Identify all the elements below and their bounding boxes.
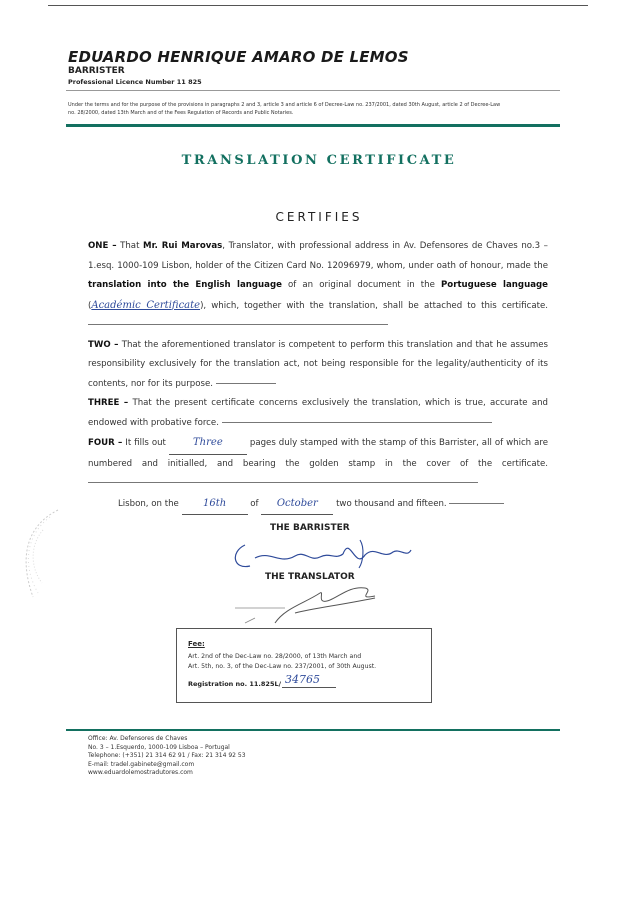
clause-one-bold-portuguese: Portuguese language xyxy=(441,280,548,290)
fill-dash xyxy=(88,324,388,325)
top-rule xyxy=(48,5,588,6)
clause-one-bold-english: translation into the English language xyxy=(88,280,282,290)
embossed-seal-fragment xyxy=(8,505,63,603)
footer-email: E-mail: tradel.gabinete@gmail.com xyxy=(88,760,195,768)
clause-two-label: TWO – xyxy=(88,339,119,350)
clause-one-text-b: , Translator, with professional address in Av. Defensores de Chaves no.3 – 1.esq. 1000-109 Lisbon, holder of the Citizen Card No. 12096979, whom, under oath of honour, made the xyxy=(88,241,548,271)
footer-office: Office: Av. Defensores de Chaves xyxy=(88,735,188,742)
fee-line-2: Art. 5th, no. 3, of the Dec-Law no. 237/2001, of 30th August. xyxy=(188,663,377,670)
certificate-title: TRANSLATION CERTIFICATE xyxy=(181,153,457,168)
fee-box xyxy=(176,628,432,703)
legal-line-1: Under the terms and for the purpose of the provisions in paragraphs 2 and 3, article 3 and article 6 of Decree-Law no. 237/2001, dated 30th August, article 2 of Decree-Law xyxy=(68,102,501,108)
handwritten-month: October xyxy=(276,497,318,509)
clause-one-text-a: That xyxy=(120,241,144,251)
legal-line-2: no. 28/2000, dated 13th March and of the Fees Regulation of Records and Public Notaries. xyxy=(68,110,294,116)
footer-address: No. 3 – 1.Esquerdo, 1000-109 Lisboa – Portugal xyxy=(88,743,230,751)
legal-notice xyxy=(68,101,562,117)
handwritten-document-type: Académic Certificate xyxy=(91,299,201,311)
date-text-a: Lisbon, on the xyxy=(118,498,179,509)
clause-three-text: That the present certificate concerns exclusively the translation, which is true, accurate and endowed with probative force. xyxy=(88,398,549,428)
handwritten-day: 16th xyxy=(202,497,227,509)
clause-one: ONE – That Mr. Rui Marovas, Translator, with professional address in Av. Defensores de Chaves no.3 – 1.esq. 1000-109 Lisbon, holder of the Citizen Card No. 12096979, whom, under oath of honour, made the translation into the English language of an original document in the Portuguese language (Académic Certificate), which, together with the translation, shall be attached to this certificate. xyxy=(88,237,548,336)
date-line xyxy=(88,494,548,516)
lawyer-name: EDUARDO HENRIQUE AMARO DE LEMOS xyxy=(68,48,409,66)
fill-dash xyxy=(88,482,478,483)
clause-two-text: That the aforementioned translator is competent to perform this translation and that he assumes responsibility exclusively for the translation act, not being responsible for the legality/authenticity of its contents, nor for its purpose. xyxy=(88,339,549,389)
translator-name: Mr. Rui Marovas xyxy=(143,241,223,251)
pages-blank xyxy=(169,433,247,455)
registration-number: 34765 xyxy=(285,673,320,686)
fill-dash xyxy=(449,503,504,504)
registration-label: Registration no. 11.825L/ xyxy=(188,680,281,688)
clause-four-label: FOUR – xyxy=(88,438,123,448)
date-of: of xyxy=(250,498,259,509)
fill-dash xyxy=(222,422,492,423)
date-text-b: two thousand and fifteen. xyxy=(336,498,447,509)
footer-website: www.eduardolemostradutores.com xyxy=(88,769,193,776)
footer-divider xyxy=(66,729,560,731)
clause-four-text-a: It fills out xyxy=(125,438,166,448)
translator-signature xyxy=(225,578,395,628)
clause-four xyxy=(88,433,548,494)
clause-two xyxy=(88,336,548,395)
certificate-body xyxy=(88,237,548,515)
fee-line-1: Art. 2nd of the Dec-Law no. 28/2000, of 13th March and xyxy=(188,653,362,660)
handwritten-page-count: Three xyxy=(193,437,223,448)
footer-phone: Telephone: (+351) 21 314 62 91 / Fax: 21 314 92 53 xyxy=(88,752,246,759)
lawyer-title: BARRISTER xyxy=(68,66,125,76)
clause-one-text-c: of an original document in the xyxy=(281,280,441,290)
header-divider xyxy=(66,90,560,91)
licence-number: Professional Licence Number 11 825 xyxy=(68,78,202,86)
fee-label: Fee: xyxy=(188,640,205,648)
footer-contact xyxy=(88,735,246,778)
registration-underline xyxy=(282,687,336,688)
clause-one-label: ONE – xyxy=(88,241,117,251)
clause-one-text-d: ), which, together with the translation, shall be attached to this certificate. xyxy=(200,300,548,311)
clause-three-label: THREE – xyxy=(88,398,129,408)
barrister-label: THE BARRISTER xyxy=(270,523,350,533)
day-blank xyxy=(182,494,248,516)
accent-divider xyxy=(66,124,560,127)
translator-label: THE TRANSLATOR xyxy=(265,572,355,582)
clause-three xyxy=(88,394,548,433)
clause-four-text-b: pages duly stamped with the stamp of this Barrister, all of which are numbered and initialled, and bearing the golden stamp in the cover of the certificate. xyxy=(88,438,549,469)
barrister-signature xyxy=(225,530,415,575)
fill-dash xyxy=(216,383,276,384)
certifies-heading: CERTIFIES xyxy=(275,210,363,224)
month-blank xyxy=(261,494,333,516)
